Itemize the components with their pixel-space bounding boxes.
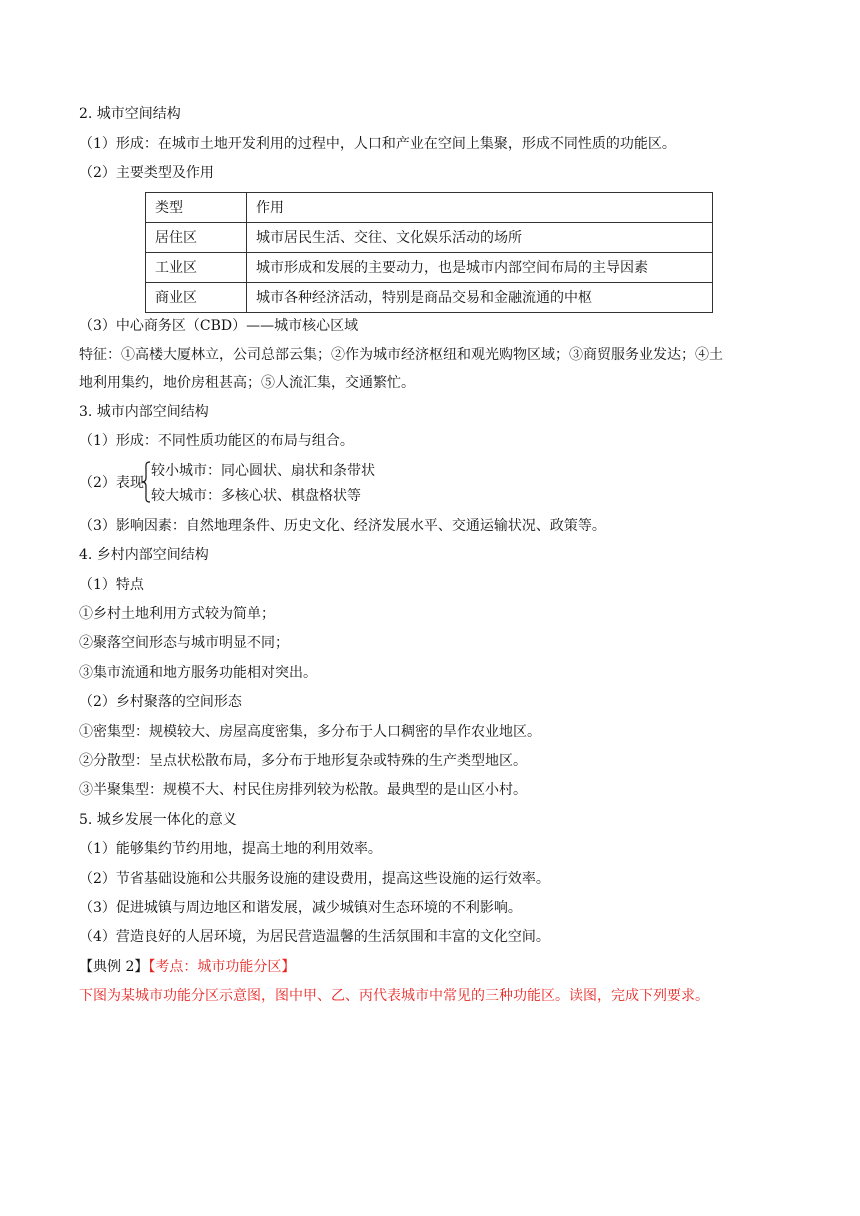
table-cell: 城市居民生活、交往、文化娱乐活动的场所: [247, 223, 713, 253]
section-3-heading: 3. 城市内部空间结构: [79, 404, 209, 420]
rural-feature-1: ①乡村土地利用方式较为简单；: [79, 606, 275, 622]
table-cell: 商业区: [146, 283, 247, 313]
table-cell: 城市各种经济活动，特别是商品交易和金融流通的中枢: [247, 283, 713, 313]
table-cell: 城市形成和发展的主要动力，也是城市内部空间布局的主导因素: [247, 253, 713, 283]
table-row: [146, 223, 713, 253]
large-city-pattern: 较大城市：多核心状、棋盘格状等: [151, 488, 361, 504]
section-5-item-4: （4）营造良好的人居环境，为居民营造温馨的生活氛围和丰富的文化空间。: [79, 929, 550, 945]
table-header-cell: 作用: [247, 193, 713, 223]
table-header-cell: 类型: [146, 193, 247, 223]
example-heading: [79, 957, 295, 977]
table-row: [146, 253, 713, 283]
example-question: 下图为某城市功能分区示意图，图中甲、乙、丙代表城市中常见的三种功能区。读图，完成下列要求。: [79, 988, 709, 1004]
settlement-type-3: ③半聚集型：规模不大、村民住房排列较为松散。最典型的是山区小村。: [79, 782, 527, 798]
section-5-heading: 5. 城乡发展一体化的意义: [79, 812, 237, 828]
section-4-sub-1: （1）特点: [79, 577, 144, 593]
section-3-item-3: （3）影响因素：自然地理条件、历史文化、经济发展水平、交通运输状况、政策等。: [79, 518, 606, 534]
section-3-item-1: （1）形成：不同性质功能区的布局与组合。: [79, 433, 354, 449]
section-2-item-2: （2）主要类型及作用: [79, 165, 214, 181]
table-row: [146, 283, 713, 313]
function-area-table: [145, 192, 713, 313]
table-header-row: [146, 193, 713, 223]
table-cell: 居住区: [146, 223, 247, 253]
section-2-item-1: （1）形成：在城市土地开发利用的过程中，人口和产业在空间上集聚，形成不同性质的功能区。: [79, 136, 676, 152]
section-5-item-3: （3）促进城镇与周边地区和谐发展，减少城镇对生态环境的不利影响。: [79, 900, 522, 916]
section-2-heading: 2. 城市空间结构: [79, 106, 181, 122]
cbd-features-line-1: 特征：①高楼大厦林立，公司总部云集；②作为城市经济枢纽和观光购物区域；③商贸服务业发达；④土: [79, 347, 723, 363]
cbd-features-line-2: 地利用集约，地价房租甚高；⑤人流汇集，交通繁忙。: [79, 375, 415, 391]
small-city-pattern: 较小城市：同心圆状、扇状和条带状: [151, 463, 375, 479]
example-tag: 【考点：城市功能分区】: [148, 959, 296, 975]
section-3-item-2-label: （2）表现: [79, 475, 144, 491]
rural-feature-2: ②聚落空间形态与城市明显不同；: [79, 635, 289, 651]
table-cell: 工业区: [146, 253, 247, 283]
settlement-type-2: ②分散型：呈点状松散布局，多分布于地形复杂或特殊的生产类型地区。: [79, 753, 527, 769]
section-2-item-3: （3）中心商务区（CBD）——城市核心区域: [79, 318, 359, 334]
section-5-item-1: （1）能够集约节约用地，提高土地的利用效率。: [79, 841, 382, 857]
settlement-type-1: ①密集型：规模较大、房屋高度密集，多分布于人口稠密的旱作农业地区。: [79, 724, 541, 740]
section-4-heading: 4. 乡村内部空间结构: [79, 547, 209, 563]
curly-brace-icon: [141, 461, 151, 503]
example-label: 【典例 2】: [79, 959, 149, 975]
section-4-sub-2: （2）乡村聚落的空间形态: [79, 694, 242, 710]
rural-feature-3: ③集市流通和地方服务功能相对突出。: [79, 665, 317, 681]
section-5-item-2: （2）节省基础设施和公共服务设施的建设费用，提高这些设施的运行效率。: [79, 871, 550, 887]
